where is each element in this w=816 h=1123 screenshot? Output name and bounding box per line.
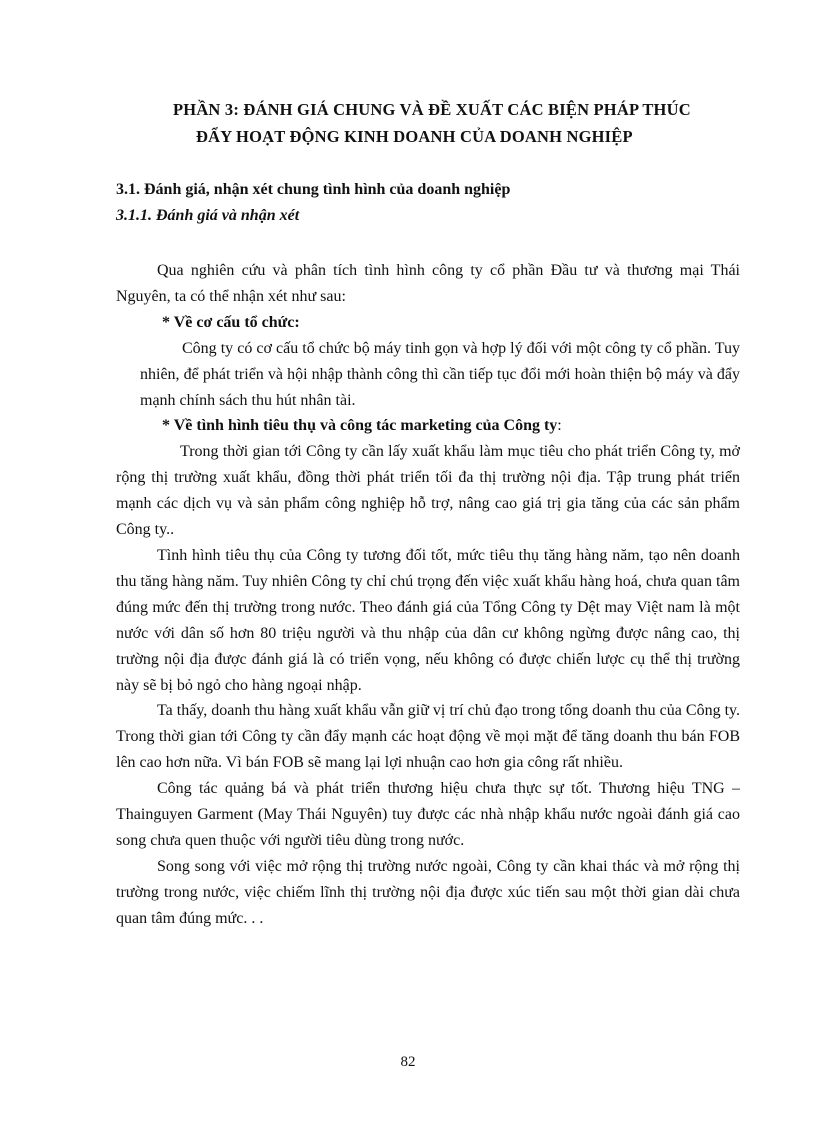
export-paragraph: Trong thời gian tới Công ty cần lấy xuất khẩu làm mục tiêu cho phát triển Công ty, mở rộng thị trường xuất khẩu, đồng thời phát triển tối đa thị trường nội địa. Tập trung phát triển mạnh các dịch vụ và sản phẩm công nghiệp hỗ trợ, nâng cao giá trị gia tăng của các sản phẩm Công ty.. bbox=[116, 443, 740, 539]
org-structure-bullet: * Về cơ cấu tổ chức: bbox=[162, 313, 300, 331]
chapter-heading-line-2: ĐẨY HOẠT ĐỘNG KINH DOANH CỦA DOANH NGHIỆP bbox=[196, 127, 633, 146]
marketing-bullet-label: * Về tình hình tiêu thụ và công tác marketing của Công ty bbox=[162, 417, 558, 435]
domestic-market-paragraph: Song song với việc mở rộng thị trường nước ngoài, Công ty cần khai thác và mở rộng thị trường trong nước, việc chiếm lĩnh thị trường nội địa được xúc tiến sau một thời gian dài chưa quan tâm đúng mức. . . bbox=[116, 857, 740, 927]
revenue-paragraph: Ta thấy, doanh thu hàng xuất khẩu vẫn giữ vị trí chủ đạo trong tổng doanh thu của Công ty. Trong thời gian tới Công ty cần đẩy mạnh các hoạt động về mọi mặt để tăng doanh thu bán FOB lên cao hơn nữa. Vì bán FOB sẽ mang lại lợi nhuận cao hơn gia công rất nhiều. bbox=[116, 702, 740, 772]
subsection-title: 3.1.1. Đánh giá và nhận xét bbox=[116, 207, 300, 224]
marketing-bullet-colon: : bbox=[557, 417, 562, 435]
brand-paragraph: Công tác quảng bá và phát triển thương hiệu chưa thực sự tốt. Thương hiệu TNG – Thainguyen Garment (May Thái Nguyên) tuy được các nhà nhập khẩu nước ngoài đánh giá cao song chưa quen thuộc với người tiêu dùng trong nước. bbox=[116, 780, 740, 849]
body-text bbox=[116, 258, 740, 932]
consumption-paragraph: Tình hình tiêu thụ của Công ty tương đối tốt, mức tiêu thụ tăng hàng năm, tạo nên doanh thu tăng hàng năm. Tuy nhiên Công ty chỉ chú trọng đến việc xuất khẩu hàng hoá, chưa quan tâm đúng mức đến thị trường trong nước. Theo đánh giá của Tổng Công ty Dệt may Việt nam là một nước với dân số hơn 80 triệu người và thu nhập của dân cư không ngừng được nâng cao, thị trường nội địa được đánh giá là có triển vọng, nếu không có được chiến lược cụ thể thị trường này sẽ bị bỏ ngỏ cho hàng ngoại nhập. bbox=[116, 546, 740, 694]
org-structure-paragraph: Công ty có cơ cấu tổ chức bộ máy tinh gọn và hợp lý đối với một công ty cổ phần. Tuy nhiên, để phát triển và hội nhập thành công thì cần tiếp tục đổi mới hoàn thiện bộ máy và đẩy mạnh chính sách thu hút nhân tài. bbox=[140, 339, 740, 409]
page-number: 82 bbox=[400, 1054, 416, 1070]
section-title: 3.1. Đánh giá, nhận xét chung tình hình của doanh nghiệp bbox=[116, 181, 511, 198]
intro-paragraph: Qua nghiên cứu và phân tích tình hình công ty cổ phần Đầu tư và thương mại Thái Nguyên, ta có thể nhận xét như sau: bbox=[116, 262, 740, 305]
marketing-bullet bbox=[116, 413, 740, 439]
chapter-heading-line-1: PHẦN 3: ĐÁNH GIÁ CHUNG VÀ ĐỀ XUẤT CÁC BIỆN PHÁP THÚC bbox=[173, 100, 691, 119]
